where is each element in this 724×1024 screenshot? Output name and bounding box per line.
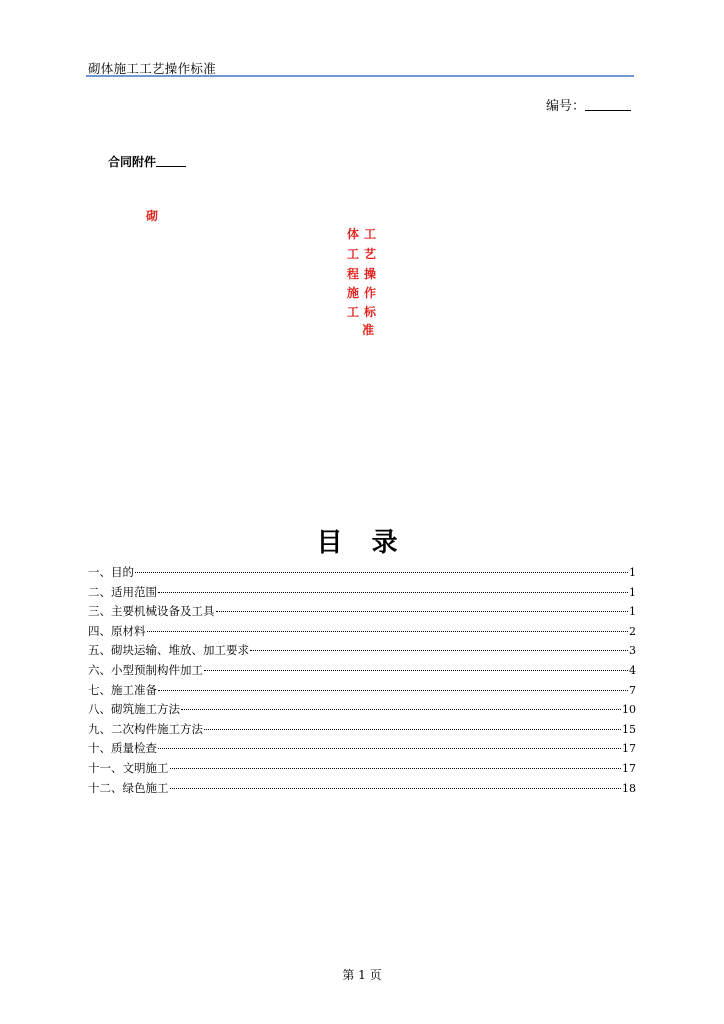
vertical-title-char: 工 <box>347 247 360 261</box>
vertical-title-char: 工 <box>364 227 377 241</box>
contract-attachment-label: 合同附件 <box>108 155 157 169</box>
toc-dot-leader <box>181 709 621 710</box>
page-number-footer: 第 1 页 <box>342 968 382 982</box>
toc-entry-label: 八、砌筑施工方法 <box>88 702 180 717</box>
contract-attachment-blank <box>156 155 186 167</box>
toc-dot-leader <box>135 572 628 573</box>
toc-entry-page: 18 <box>622 781 636 795</box>
toc-entry[interactable] <box>88 739 636 759</box>
toc-entry-label: 六、小型预制构件加工 <box>88 662 203 677</box>
vertical-title-char: 准 <box>362 323 375 337</box>
serial-number-blank <box>585 98 631 111</box>
toc-entry[interactable] <box>88 563 636 583</box>
contract-attachment-line <box>108 153 186 170</box>
toc-entry-label: 二、适用范围 <box>88 584 157 599</box>
toc-entry[interactable] <box>88 583 636 603</box>
toc-entry-page: 17 <box>622 761 636 775</box>
toc-entry-page: 3 <box>629 644 636 658</box>
toc-entry[interactable] <box>88 681 636 701</box>
vertical-title-char: 作 <box>364 286 377 300</box>
table-of-contents <box>88 563 636 798</box>
toc-entry-label: 三、主要机械设备及工具 <box>88 604 215 619</box>
toc-entry-page: 2 <box>629 624 636 638</box>
toc-entry-label: 十二、绿色施工 <box>88 780 169 795</box>
toc-title: 目 录 <box>316 528 408 558</box>
toc-entry[interactable] <box>88 720 636 740</box>
serial-number-line <box>546 95 631 114</box>
toc-entry-page: 7 <box>629 683 636 697</box>
toc-entry-label: 五、砌块运输、堆放、加工要求 <box>88 643 249 658</box>
toc-dot-leader <box>204 729 621 730</box>
toc-dot-leader <box>204 670 628 671</box>
header-divider <box>86 75 634 77</box>
toc-entry[interactable] <box>88 700 636 720</box>
toc-entry-page: 1 <box>629 585 636 599</box>
document-header-title: 砌体施工工艺操作标准 <box>88 61 217 76</box>
toc-dot-leader <box>170 768 622 769</box>
toc-entry[interactable] <box>88 759 636 779</box>
toc-entry-page: 1 <box>629 566 636 579</box>
vertical-title-char: 体 <box>347 227 360 241</box>
toc-dot-leader <box>250 650 628 651</box>
vertical-title-char: 操 <box>364 267 377 281</box>
toc-entry-label: 十、质量检查 <box>88 741 157 756</box>
toc-entry-page: 17 <box>622 742 636 756</box>
vertical-title-char: 砌 <box>146 209 159 223</box>
toc-entry[interactable] <box>88 779 636 799</box>
toc-entry-label: 一、目的 <box>88 565 134 579</box>
toc-entry-page: 10 <box>622 703 636 717</box>
serial-number-label: 编号： <box>546 99 586 114</box>
vertical-title-char: 工 <box>347 305 360 319</box>
toc-dot-leader <box>158 748 621 749</box>
vertical-title-char: 施 <box>347 286 360 300</box>
vertical-title-char: 程 <box>347 267 360 281</box>
toc-entry[interactable] <box>88 661 636 681</box>
toc-entry-page: 1 <box>629 605 636 619</box>
toc-entry-label: 九、二次构件施工方法 <box>88 721 203 736</box>
toc-entry[interactable] <box>88 622 636 642</box>
vertical-title-char: 标 <box>364 305 377 319</box>
toc-dot-leader <box>216 611 629 612</box>
toc-entry-label: 四、原材料 <box>88 623 146 638</box>
toc-dot-leader <box>147 631 629 632</box>
toc-entry-label: 七、施工准备 <box>88 682 157 697</box>
toc-entry-page: 15 <box>622 722 636 736</box>
toc-dot-leader <box>158 592 628 593</box>
toc-entry[interactable] <box>88 602 636 622</box>
toc-dot-leader <box>158 690 628 691</box>
toc-entry-page: 4 <box>629 663 636 677</box>
toc-entry-label: 十一、文明施工 <box>88 760 169 775</box>
toc-dot-leader <box>170 788 622 789</box>
toc-entry[interactable] <box>88 641 636 661</box>
vertical-title-char: 艺 <box>364 247 377 261</box>
